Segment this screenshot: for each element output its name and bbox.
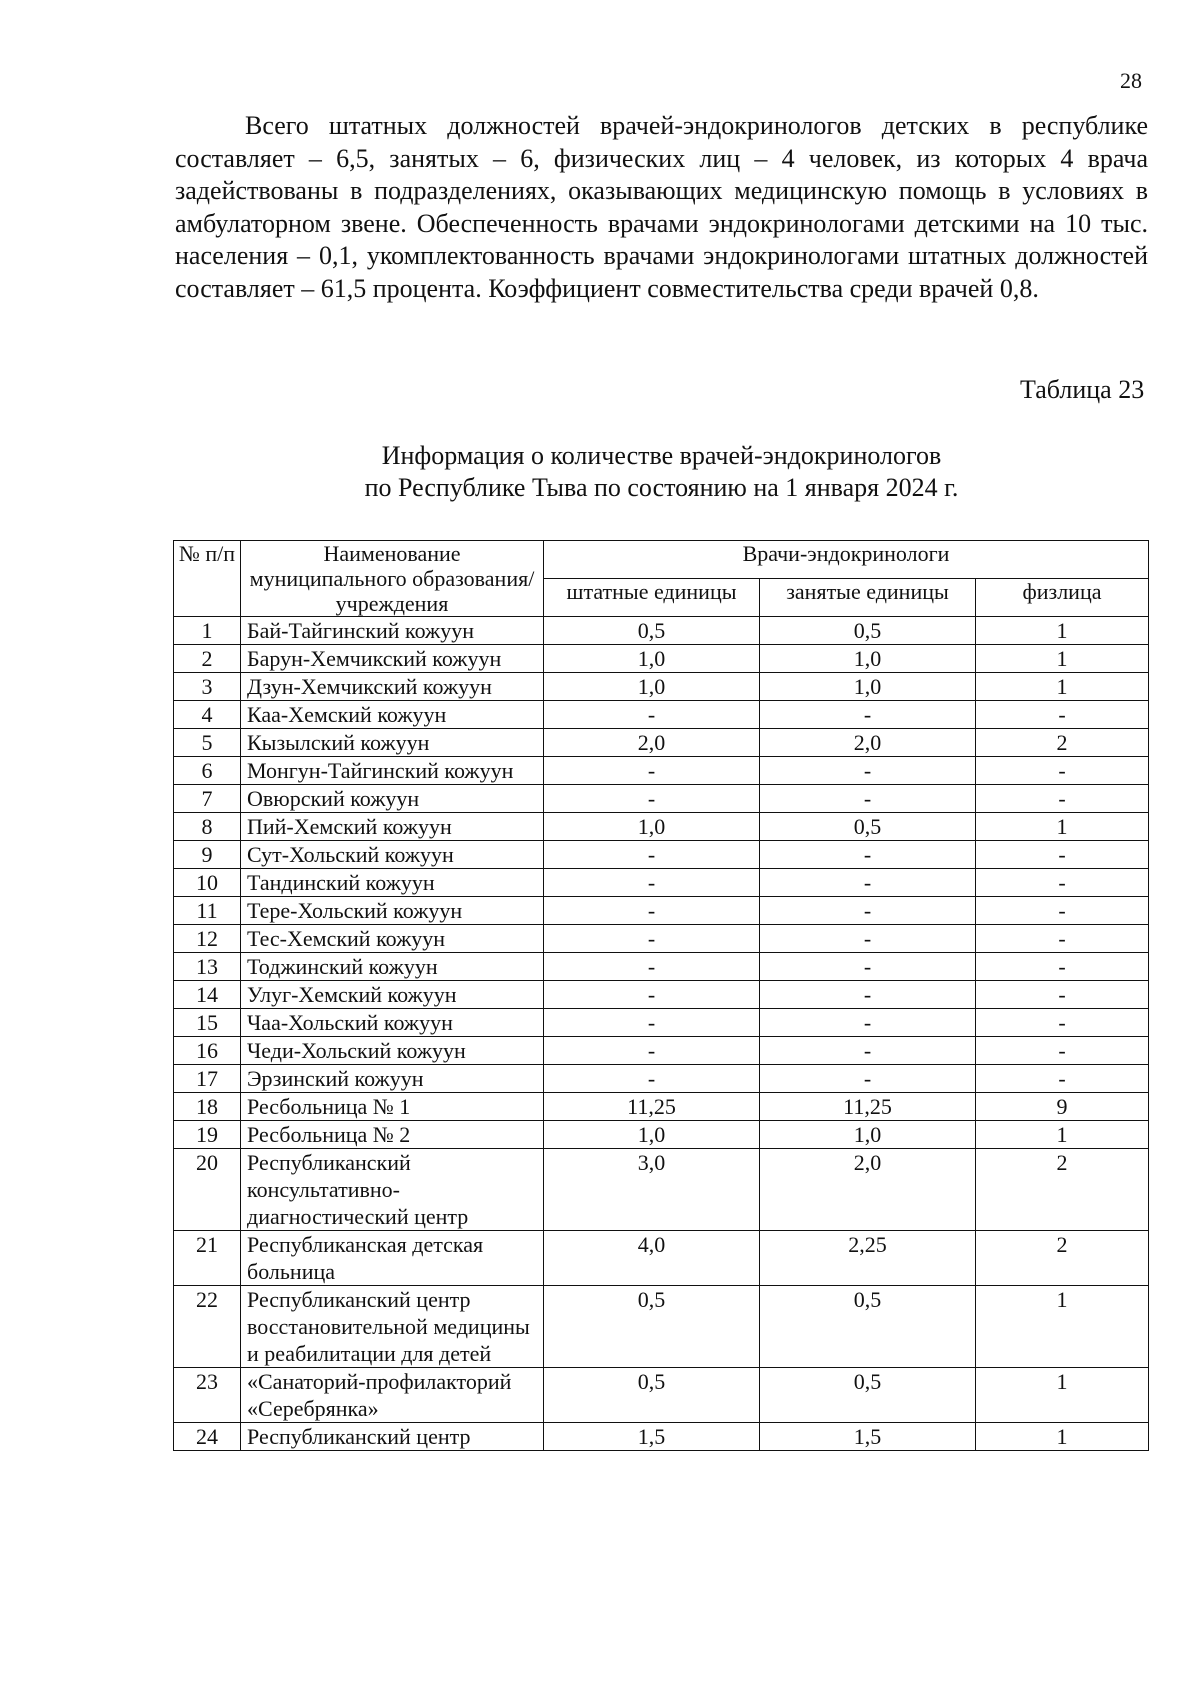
row-persons: 1 bbox=[976, 673, 1149, 701]
row-number: 2 bbox=[174, 645, 241, 673]
row-name: Республиканский центр bbox=[241, 1423, 544, 1451]
row-number: 15 bbox=[174, 1009, 241, 1037]
row-staff-units: - bbox=[544, 785, 760, 813]
row-occupied-units: - bbox=[760, 1037, 976, 1065]
header-occupied: занятые единицы bbox=[760, 579, 976, 617]
row-persons: 1 bbox=[976, 1121, 1149, 1149]
row-staff-units: - bbox=[544, 1009, 760, 1037]
row-name: Тоджинский кожуун bbox=[241, 953, 544, 981]
table-row bbox=[174, 841, 1149, 869]
row-name: Тес-Хемский кожуун bbox=[241, 925, 544, 953]
table-title bbox=[175, 440, 1148, 504]
row-name: Республиканский консультативно-диагностический центр bbox=[241, 1149, 544, 1231]
body-paragraph: Всего штатных должностей врачей-эндокринологов детских в республике составляет – 6,5, занятых – 6, физических лиц – 4 человек, из которых 4 врача задействованы в подразделениях, оказывающих медицинскую помощь в условиях в амбулаторном звене. Обеспеченность врачами эндокринологами детскими на 10 тыс. населения – 0,1, укомплектованность врачами эндокринологами штатных должностей составляет – 61,5 процента. Коэффициент совместительства среди врачей 0,8. bbox=[175, 111, 1148, 303]
row-occupied-units: - bbox=[760, 953, 976, 981]
row-name: Пий-Хемский кожуун bbox=[241, 813, 544, 841]
row-persons: - bbox=[976, 897, 1149, 925]
table-row bbox=[174, 897, 1149, 925]
table-row bbox=[174, 869, 1149, 897]
table-row bbox=[174, 1121, 1149, 1149]
row-staff-units: 0,5 bbox=[544, 1368, 760, 1423]
table-row bbox=[174, 617, 1149, 645]
table-row bbox=[174, 1286, 1149, 1368]
row-name: «Санаторий-профилакторий «Серебрянка» bbox=[241, 1368, 544, 1423]
row-occupied-units: 1,0 bbox=[760, 673, 976, 701]
row-staff-units: 0,5 bbox=[544, 1286, 760, 1368]
row-name: Ресбольница № 1 bbox=[241, 1093, 544, 1121]
row-staff-units: - bbox=[544, 953, 760, 981]
row-staff-units: 0,5 bbox=[544, 617, 760, 645]
row-number: 11 bbox=[174, 897, 241, 925]
row-staff-units: 1,0 bbox=[544, 645, 760, 673]
row-persons: 2 bbox=[976, 729, 1149, 757]
row-number: 24 bbox=[174, 1423, 241, 1451]
row-number: 13 bbox=[174, 953, 241, 981]
row-persons: - bbox=[976, 953, 1149, 981]
table-label: Таблица 23 bbox=[1020, 375, 1145, 404]
row-persons: - bbox=[976, 701, 1149, 729]
row-name: Республиканская детская больница bbox=[241, 1231, 544, 1286]
row-staff-units: - bbox=[544, 925, 760, 953]
row-persons: - bbox=[976, 785, 1149, 813]
header-name: Наименование муниципального образования/учреждения bbox=[241, 541, 544, 617]
table-row bbox=[174, 925, 1149, 953]
row-name: Кызылский кожуун bbox=[241, 729, 544, 757]
row-number: 22 bbox=[174, 1286, 241, 1368]
row-name: Эрзинский кожуун bbox=[241, 1065, 544, 1093]
row-name: Овюрский кожуун bbox=[241, 785, 544, 813]
row-occupied-units: - bbox=[760, 869, 976, 897]
row-staff-units: 1,0 bbox=[544, 813, 760, 841]
row-occupied-units: - bbox=[760, 1009, 976, 1037]
table-row bbox=[174, 981, 1149, 1009]
row-occupied-units: 2,25 bbox=[760, 1231, 976, 1286]
row-persons: - bbox=[976, 841, 1149, 869]
table-row bbox=[174, 1037, 1149, 1065]
row-occupied-units: 0,5 bbox=[760, 813, 976, 841]
row-persons: - bbox=[976, 869, 1149, 897]
row-number: 17 bbox=[174, 1065, 241, 1093]
row-number: 19 bbox=[174, 1121, 241, 1149]
row-persons: - bbox=[976, 981, 1149, 1009]
row-name: Монгун-Тайгинский кожуун bbox=[241, 757, 544, 785]
row-persons: 1 bbox=[976, 1286, 1149, 1368]
table-row bbox=[174, 645, 1149, 673]
table-row bbox=[174, 1009, 1149, 1037]
row-number: 6 bbox=[174, 757, 241, 785]
row-occupied-units: - bbox=[760, 925, 976, 953]
row-persons: 1 bbox=[976, 617, 1149, 645]
row-occupied-units: 2,0 bbox=[760, 1149, 976, 1231]
row-staff-units: - bbox=[544, 897, 760, 925]
row-number: 8 bbox=[174, 813, 241, 841]
table-row bbox=[174, 1368, 1149, 1423]
row-name: Барун-Хемчикский кожуун bbox=[241, 645, 544, 673]
row-persons: - bbox=[976, 1037, 1149, 1065]
header-persons: физлица bbox=[976, 579, 1149, 617]
row-number: 12 bbox=[174, 925, 241, 953]
row-occupied-units: - bbox=[760, 785, 976, 813]
row-occupied-units: 2,0 bbox=[760, 729, 976, 757]
row-staff-units: - bbox=[544, 841, 760, 869]
table-row bbox=[174, 1149, 1149, 1231]
row-number: 18 bbox=[174, 1093, 241, 1121]
row-persons: 1 bbox=[976, 645, 1149, 673]
header-num: № п/п bbox=[174, 541, 241, 617]
row-number: 23 bbox=[174, 1368, 241, 1423]
table-row bbox=[174, 701, 1149, 729]
row-number: 1 bbox=[174, 617, 241, 645]
table-body bbox=[174, 617, 1149, 1451]
row-name: Чеди-Хольский кожуун bbox=[241, 1037, 544, 1065]
table-title-line-1: Информация о количестве врачей-эндокринологов bbox=[381, 441, 942, 470]
row-persons: 1 bbox=[976, 813, 1149, 841]
row-occupied-units: - bbox=[760, 1065, 976, 1093]
row-staff-units: - bbox=[544, 1065, 760, 1093]
row-occupied-units: - bbox=[760, 701, 976, 729]
table-row bbox=[174, 813, 1149, 841]
row-number: 5 bbox=[174, 729, 241, 757]
table-header bbox=[174, 541, 1149, 617]
row-persons: - bbox=[976, 1009, 1149, 1037]
table-row bbox=[174, 1423, 1149, 1451]
header-staff: штатные единицы bbox=[544, 579, 760, 617]
row-staff-units: 1,5 bbox=[544, 1423, 760, 1451]
table-row bbox=[174, 757, 1149, 785]
row-number: 20 bbox=[174, 1149, 241, 1231]
row-number: 4 bbox=[174, 701, 241, 729]
row-staff-units: - bbox=[544, 869, 760, 897]
row-number: 21 bbox=[174, 1231, 241, 1286]
row-occupied-units: 11,25 bbox=[760, 1093, 976, 1121]
table-row bbox=[174, 953, 1149, 981]
table-row bbox=[174, 1065, 1149, 1093]
row-persons: - bbox=[976, 757, 1149, 785]
row-name: Республиканский центр восстановительной медицины и реабилитации для детей bbox=[241, 1286, 544, 1368]
row-name: Чаа-Хольский кожуун bbox=[241, 1009, 544, 1037]
row-persons: 1 bbox=[976, 1368, 1149, 1423]
row-name: Тандинский кожуун bbox=[241, 869, 544, 897]
row-occupied-units: 0,5 bbox=[760, 1368, 976, 1423]
row-number: 16 bbox=[174, 1037, 241, 1065]
row-occupied-units: 0,5 bbox=[760, 617, 976, 645]
row-occupied-units: - bbox=[760, 897, 976, 925]
table-row bbox=[174, 1093, 1149, 1121]
row-staff-units: - bbox=[544, 1037, 760, 1065]
row-staff-units: 1,0 bbox=[544, 673, 760, 701]
row-persons: 1 bbox=[976, 1423, 1149, 1451]
row-staff-units: 3,0 bbox=[544, 1149, 760, 1231]
row-name: Бай-Тайгинский кожуун bbox=[241, 617, 544, 645]
row-persons: - bbox=[976, 925, 1149, 953]
row-staff-units: 1,0 bbox=[544, 1121, 760, 1149]
table-row bbox=[174, 785, 1149, 813]
header-group: Врачи-эндокринологи bbox=[544, 541, 1149, 579]
row-persons: - bbox=[976, 1065, 1149, 1093]
row-persons: 2 bbox=[976, 1149, 1149, 1231]
row-name: Сут-Хольский кожуун bbox=[241, 841, 544, 869]
row-name: Ресбольница № 2 bbox=[241, 1121, 544, 1149]
row-staff-units: 4,0 bbox=[544, 1231, 760, 1286]
table-row bbox=[174, 673, 1149, 701]
row-number: 10 bbox=[174, 869, 241, 897]
row-name: Улуг-Хемский кожуун bbox=[241, 981, 544, 1009]
page-number: 28 bbox=[1120, 68, 1142, 93]
table-title-line-2: по Республике Тыва по состоянию на 1 января 2024 г. bbox=[364, 473, 959, 502]
table-row bbox=[174, 729, 1149, 757]
row-occupied-units: 1,5 bbox=[760, 1423, 976, 1451]
row-occupied-units: 0,5 bbox=[760, 1286, 976, 1368]
row-staff-units: - bbox=[544, 757, 760, 785]
row-name: Дзун-Хемчикский кожуун bbox=[241, 673, 544, 701]
row-number: 3 bbox=[174, 673, 241, 701]
row-number: 7 bbox=[174, 785, 241, 813]
table-row bbox=[174, 1231, 1149, 1286]
row-name: Тере-Хольский кожуун bbox=[241, 897, 544, 925]
row-occupied-units: - bbox=[760, 841, 976, 869]
row-number: 9 bbox=[174, 841, 241, 869]
row-staff-units: 2,0 bbox=[544, 729, 760, 757]
row-staff-units: - bbox=[544, 701, 760, 729]
row-occupied-units: - bbox=[760, 757, 976, 785]
row-staff-units: - bbox=[544, 981, 760, 1009]
row-name: Каа-Хемский кожуун bbox=[241, 701, 544, 729]
row-persons: 9 bbox=[976, 1093, 1149, 1121]
row-occupied-units: 1,0 bbox=[760, 645, 976, 673]
row-staff-units: 11,25 bbox=[544, 1093, 760, 1121]
row-occupied-units: - bbox=[760, 981, 976, 1009]
row-number: 14 bbox=[174, 981, 241, 1009]
endocrinologists-table bbox=[173, 540, 1149, 1451]
row-persons: 2 bbox=[976, 1231, 1149, 1286]
row-occupied-units: 1,0 bbox=[760, 1121, 976, 1149]
